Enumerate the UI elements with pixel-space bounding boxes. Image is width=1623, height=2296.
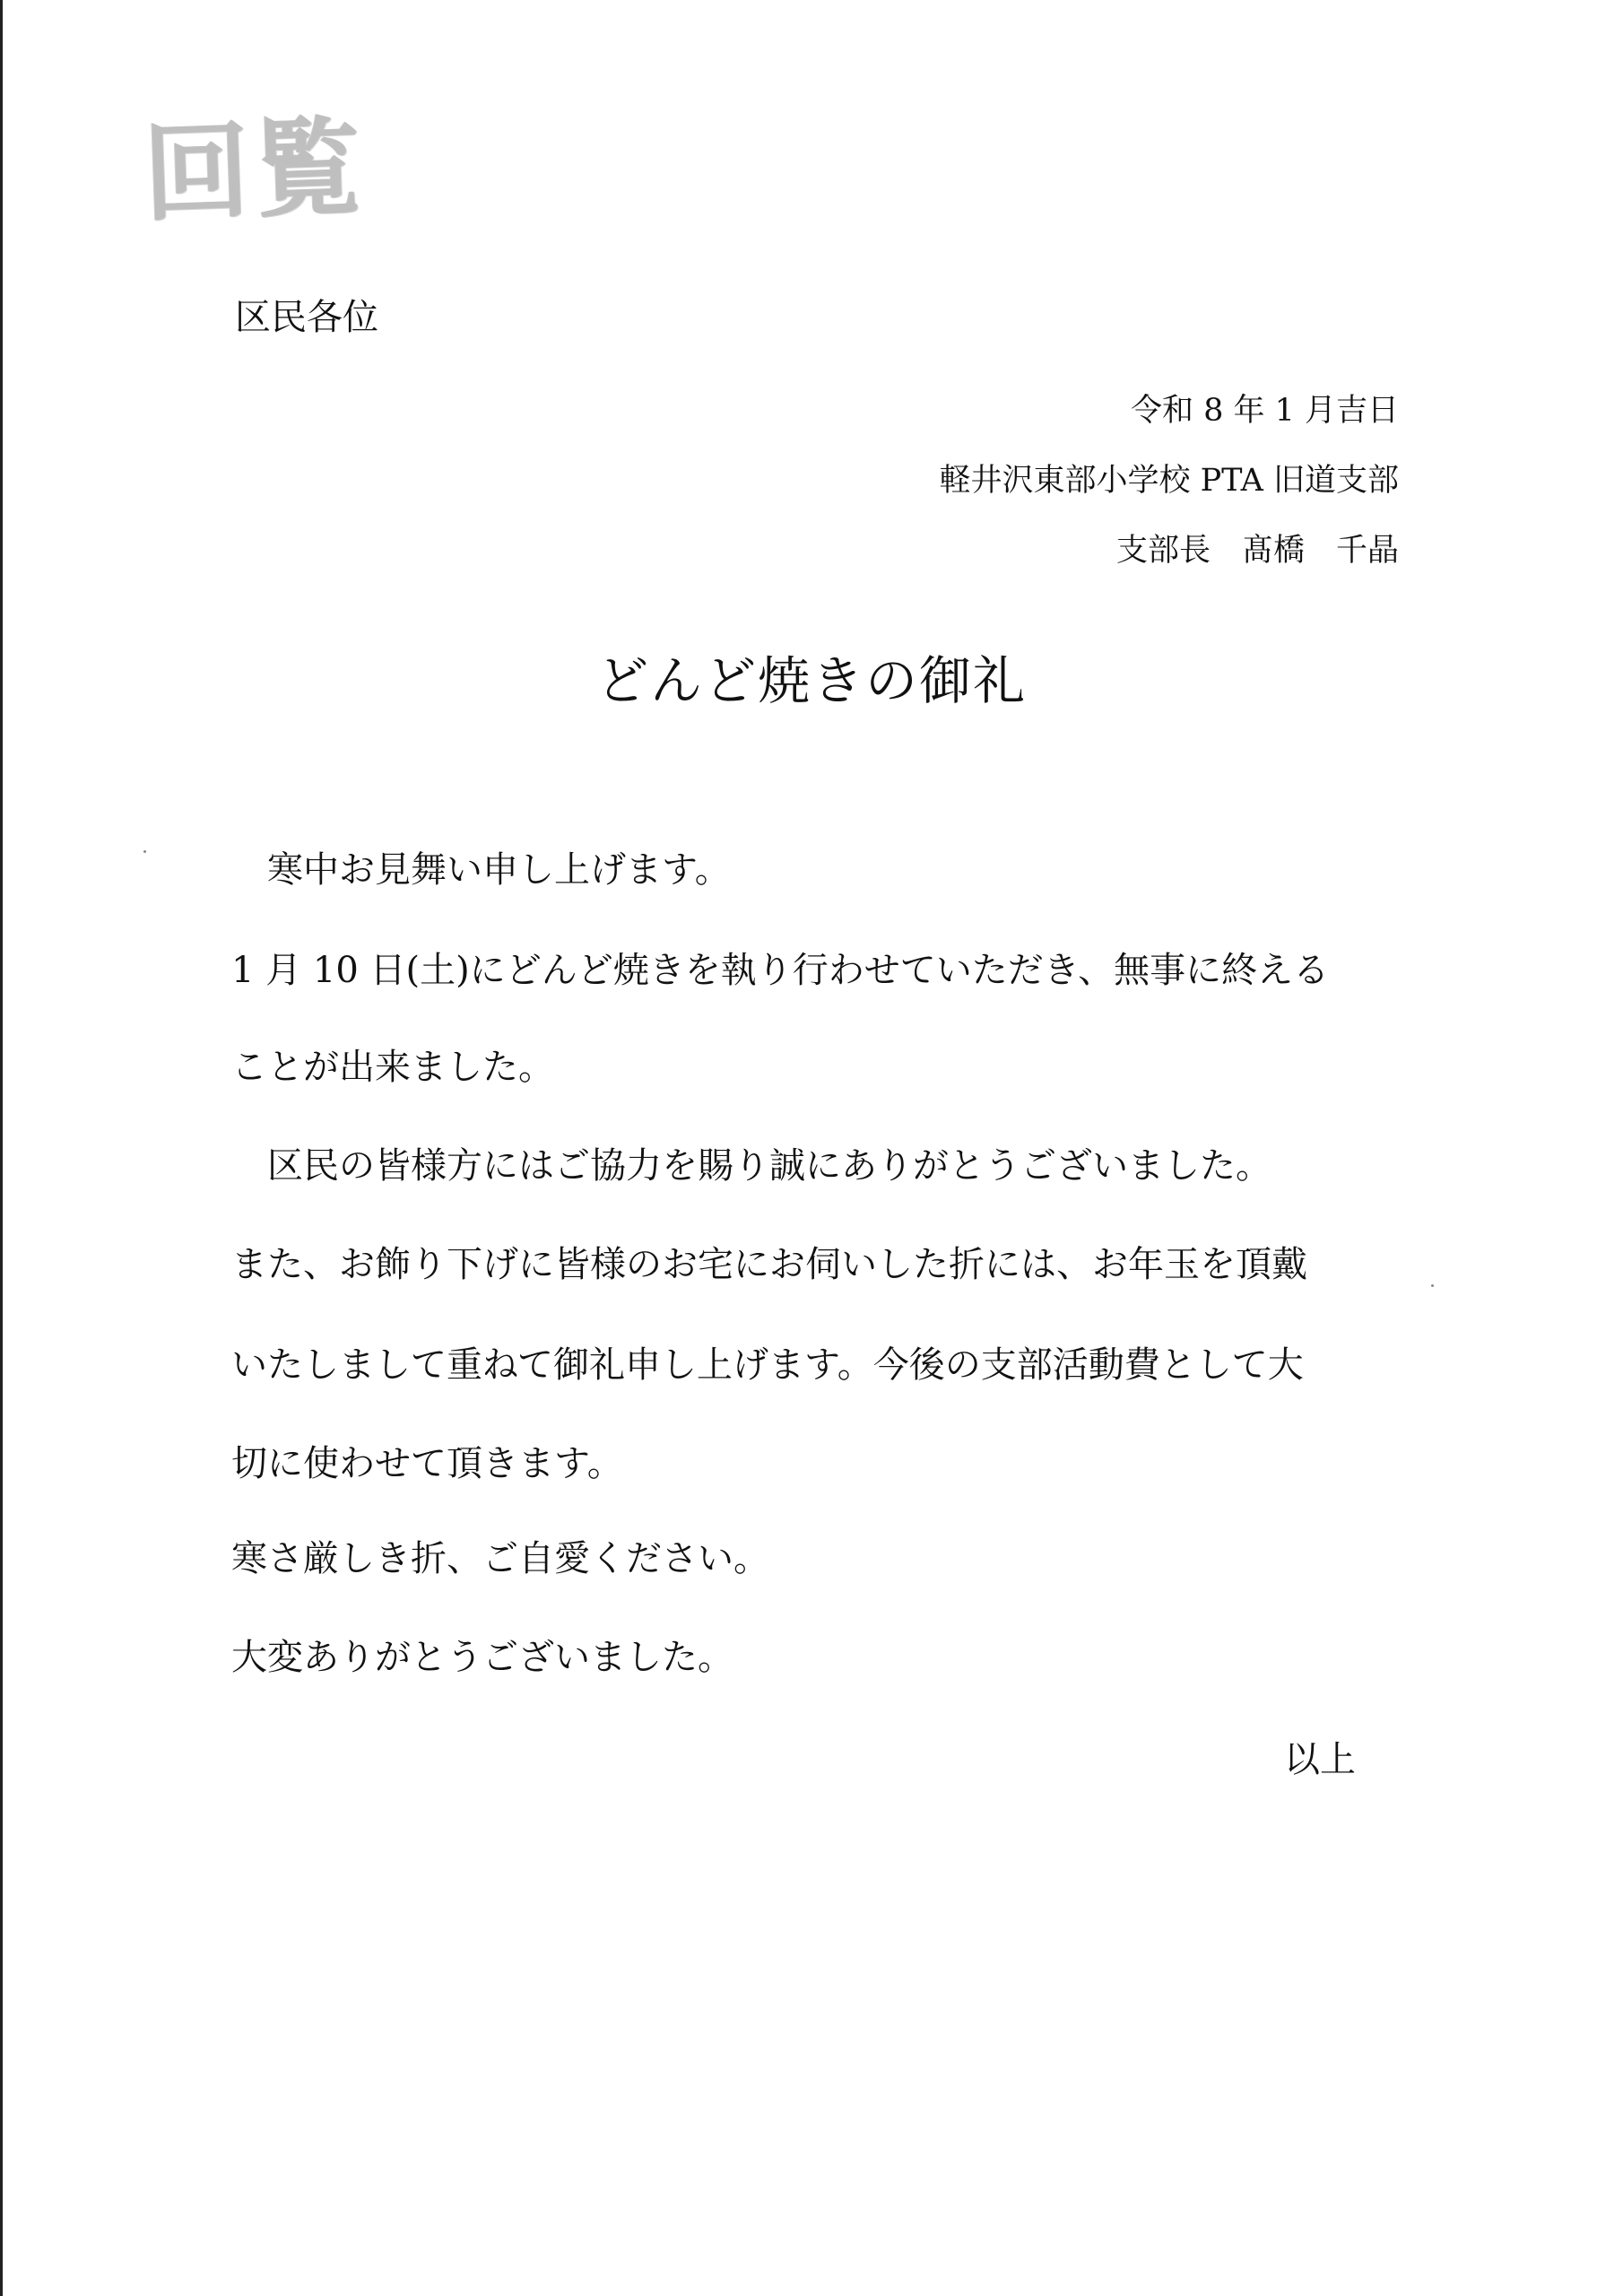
body-line: 区民の皆様方にはご協力を賜り誠にありがとうございました。	[231, 1145, 1271, 1187]
body-line: 大変ありがとうございました。	[231, 1637, 733, 1678]
body-line: いたしまして重ねて御礼申し上げます。今後の支部活動費として大	[231, 1344, 1304, 1386]
circulation-stamp: 回覧	[142, 104, 369, 237]
body-line: 寒さ厳しき折、ご自愛ください。	[231, 1538, 769, 1579]
body-line: ことが出来ました。	[231, 1047, 554, 1088]
addressee: 区民各位	[235, 297, 378, 338]
body-line: 1 月 10 日(土)にどんど焼きを執り行わせていただき、無事に終える	[231, 950, 1330, 991]
body-line: また、お飾り下げに皆様のお宅にお伺いした折には、お年玉を頂戴	[231, 1244, 1307, 1285]
scan-edge-line	[0, 0, 3, 2296]
closing-remark: 以上	[1284, 1739, 1356, 1780]
scan-speck	[143, 850, 146, 853]
document-date: 令和 8 年 1 月吉日	[1130, 393, 1399, 429]
scan-speck	[1431, 1284, 1434, 1287]
document-title: どんど焼きの御礼	[595, 650, 1027, 711]
body-line: 切に使わせて頂きます。	[231, 1443, 623, 1484]
sender-name: 支部長 髙橋 千晶	[1115, 533, 1399, 569]
body-line: 寒中お見舞い申し上げます。	[231, 849, 731, 891]
sender-organization: 軽井沢東部小学校 PTA 旧道支部	[939, 463, 1399, 499]
